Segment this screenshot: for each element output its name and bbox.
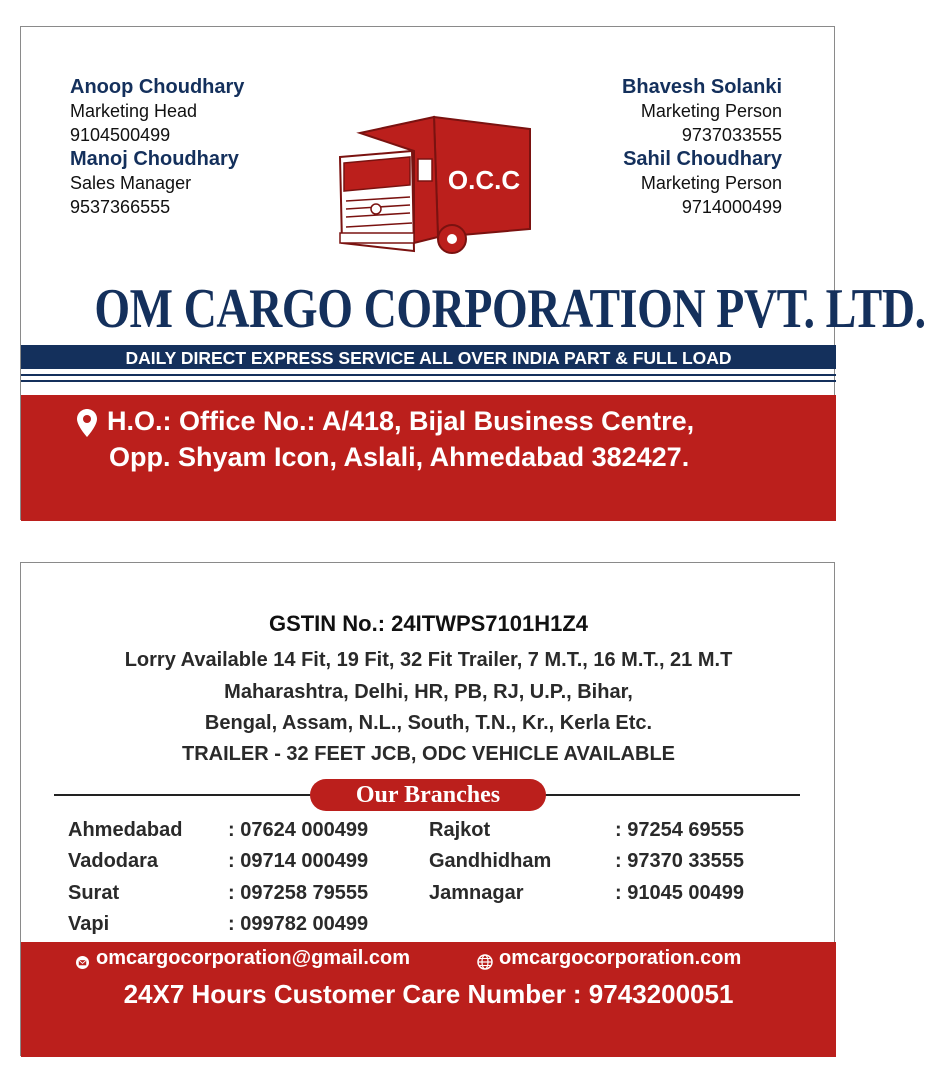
branch-phone: : 07624 000499	[228, 819, 369, 841]
divider-line	[21, 380, 836, 382]
branch-city: Vadodara	[68, 850, 159, 872]
address	[79, 403, 694, 475]
branch-city: Gandhidham	[429, 850, 552, 872]
customer-care-number: 24X7 Hours Customer Care Number : 9743200051	[123, 979, 734, 1009]
branch-phone: : 097258 79555	[228, 882, 369, 904]
company-name: OM CARGO CORPORATION PVT. LTD.	[94, 278, 926, 340]
contact-role: Sales Manager	[70, 173, 192, 193]
branch-phone: : 97254 69555	[615, 819, 745, 841]
address-line: H.O.: Office No.: A/418, Bijal Business Centre,	[107, 406, 695, 436]
contact-role: Marketing Head	[70, 101, 198, 121]
globe-icon	[477, 954, 493, 970]
contact-phone: 9104500499	[70, 125, 171, 145]
website-link[interactable]: omcargocorporation.com	[499, 947, 742, 969]
service-line: Maharashtra, Delhi, HR, PB, RJ, U.P., Bihar,	[224, 681, 633, 703]
branch-phone: : 099782 00499	[228, 913, 369, 935]
contact-role: Marketing Person	[640, 173, 782, 193]
contacts-right	[622, 75, 782, 219]
gstin-number: GSTIN No.: 24ITWPS7101H1Z4	[268, 611, 589, 636]
branch-city: Vapi	[68, 913, 110, 935]
contact-name: Sahil Choudhary	[623, 148, 782, 170]
email-link[interactable]: omcargocorporation@gmail.com	[96, 947, 410, 969]
branch-phone: : 91045 00499	[615, 882, 745, 904]
contact-phone: 9714000499	[681, 197, 782, 217]
branches-title: Our Branches	[355, 782, 501, 808]
service-line: Lorry Available 14 Fit, 19 Fit, 32 Fit Trailer, 7 M.T., 16 M.T., 21 M.T	[124, 649, 733, 671]
branch-phone: : 09714 000499	[228, 850, 369, 872]
divider-line	[21, 374, 836, 376]
tagline: DAILY DIRECT EXPRESS SERVICE ALL OVER INDIA PART & FULL LOAD	[125, 348, 732, 368]
branch-phone: : 97370 33555	[615, 850, 745, 872]
contact-phone: 9737033555	[681, 125, 782, 145]
visiting-card-front	[20, 26, 926, 520]
contacts-left	[70, 75, 244, 219]
contact-name: Manoj Choudhary	[70, 148, 239, 170]
visiting-card-back	[20, 562, 835, 1056]
branch-city: Surat	[68, 882, 120, 904]
logo-text: O.C.C	[447, 165, 521, 195]
contact-name: Anoop Choudhary	[70, 76, 245, 98]
contact-phone: 9537366555	[70, 197, 171, 217]
contact-role: Marketing Person	[640, 101, 782, 121]
branch-city: Rajkot	[429, 819, 491, 841]
branch-city: Ahmedabad	[68, 819, 183, 841]
address-line: Opp. Shyam Icon, Aslali, Ahmedabad 382427.	[109, 442, 690, 472]
email-icon	[76, 956, 89, 969]
service-line: TRAILER - 32 FEET JCB, ODC VEHICLE AVAILABLE	[182, 743, 675, 765]
truck-logo-icon	[334, 111, 536, 261]
service-line: Bengal, Assam, N.L., South, T.N., Kr., Kerla Etc.	[204, 712, 653, 734]
contact-name: Bhavesh Solanki	[621, 76, 782, 98]
branch-city: Jamnagar	[429, 882, 524, 904]
